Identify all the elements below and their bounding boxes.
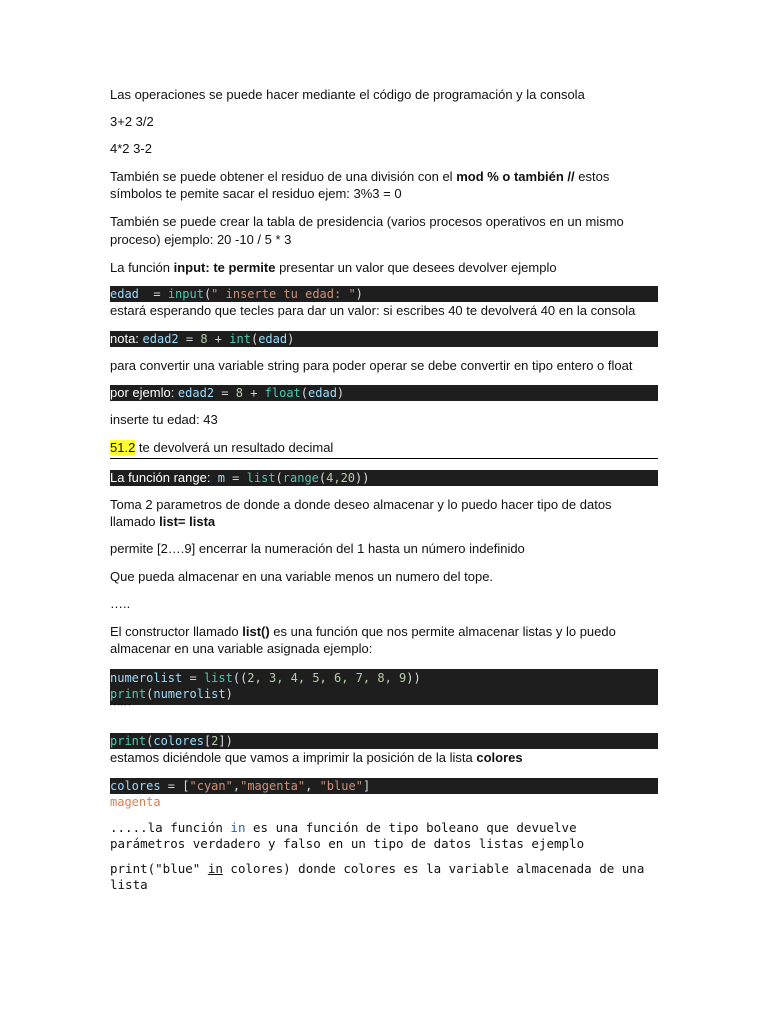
paragraph-precedencia: También se puede crear la tabla de presidencia (varios procesos operativos en un mismo <box>110 214 624 229</box>
code-line-print-colores: print(colores[2]) <box>110 733 658 749</box>
code-line-float: por ejemlo: edad2 = 8 + float(edad) <box>110 385 658 401</box>
code-line-input: edad = input(" inserte tu edad: ") <box>110 286 658 302</box>
example-output-edad: inserte tu edad: 43 <box>110 412 218 427</box>
paragraph-precedencia-2: proceso) ejemplo: 20 -10 / 5 * 3 <box>110 232 292 247</box>
paragraph-operations: Las operaciones se puede hacer mediante el código de programación y la consola <box>110 87 585 102</box>
paragraph-esperando: estará esperando que tecles para dar un valor: si escribes 40 te devolverá 40 en la consola <box>110 303 636 318</box>
example-output-decimal: 51.2 te devolverá un resultado decimal <box>110 440 334 455</box>
output-magenta: magenta <box>110 795 161 809</box>
paragraph-in-function-2: parámetros verdadero y falso en un tipo de datos listas ejemplo <box>110 836 585 851</box>
paragraph-encerrar: permite [2….9] encerrar la numeración del 1 hasta un número indefinido <box>110 541 525 556</box>
highlighted-value: 51.2 <box>110 440 136 455</box>
code-line-int: nota: edad2 = 8 + int(edad) <box>110 331 658 347</box>
example-mul-sub: 4*2 3-2 <box>110 141 152 156</box>
ellipsis-text: ….. <box>110 596 131 611</box>
paragraph-in-function: .....la función in es una función de tipo boleano que devuelve <box>110 820 577 835</box>
paragraph-residuo-2: símbolos te pemite sacar el residuo ejem: 3%3 = 0 <box>110 186 402 201</box>
paragraph-print-blue-2: lista <box>110 877 148 892</box>
paragraph-constructor-2: almacenar en una variable asignada ejemplo: <box>110 641 373 656</box>
code-line-numerolist: numerolist = list((2, 3, 4, 5, 6, 7, 8, 9)) <box>110 671 421 685</box>
paragraph-list-lista: llamado list= lista <box>110 514 216 529</box>
paragraph-residuo: También se puede obtener el residuo de una división con el mod % o también // estos <box>110 169 610 184</box>
paragraph-tope: Que pueda almacenar en una variable menos un numero del tope. <box>110 569 494 584</box>
horizontal-rule <box>110 458 658 459</box>
paragraph-constructor: El constructor llamado list() es una función que nos permite almacenar listas y lo puedo <box>110 624 616 639</box>
code-line-print-numerolist: print(numerolist) <box>110 687 233 701</box>
code-line-colores: colores = ["cyan","magenta", "blue"] <box>110 778 658 794</box>
example-sum-div: 3+2 3/2 <box>110 114 154 129</box>
backtick-marks: ´´´´´´ <box>110 703 132 715</box>
paragraph-input: La función input: te permite presentar un valor que desees devolver ejemplo <box>110 260 557 275</box>
paragraph-parametros: Toma 2 parametros de donde a donde deseo almacenar y lo puedo hacer tipo de datos <box>110 497 612 512</box>
code-line-range: La función range: m = list(range(4,20)) <box>110 470 658 486</box>
paragraph-convertir: para convertir una variable string para poder operar se debe convertir en tipo entero o float <box>110 358 633 373</box>
code-block-numerolist <box>110 669 658 705</box>
paragraph-posicion: estamos diciéndole que vamos a imprimir la posición de la lista colores <box>110 750 523 765</box>
paragraph-print-blue: print("blue" in colores) donde colores es la variable almacenada de una <box>110 861 645 876</box>
